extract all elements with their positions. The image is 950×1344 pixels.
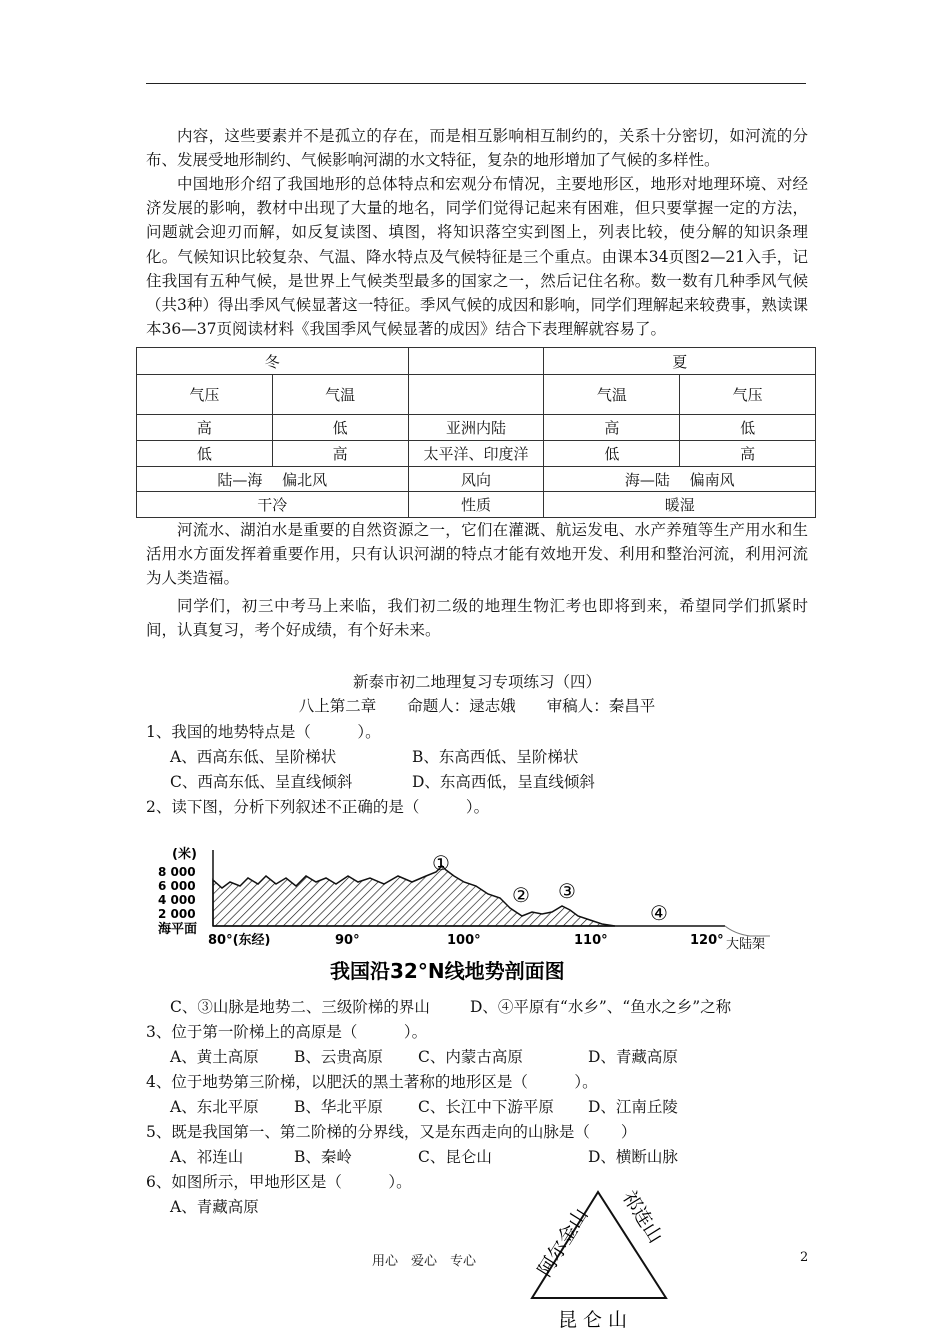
terrain-profile-figure — [150, 838, 790, 988]
paragraph-4: 同学们，初三中考马上来临，我们初二级的地理生物汇考也即将到来，希望同学们抓紧时间，认真复习，考个好成绩，有个好未来。 — [146, 597, 808, 640]
marker-2: ② — [512, 883, 530, 907]
q1-option-d: D、东高西低，呈直线倾斜 — [412, 773, 595, 791]
question-3: 3、位于第一阶梯上的高原是（ ）。 — [146, 1023, 428, 1041]
table-cell: 陆—海 偏北风 — [137, 467, 409, 492]
q5-option-b: B、秦岭 — [294, 1148, 352, 1166]
exercise-subtitle: 八上第二章 命题人：逯志娥 审稿人：秦昌平 — [298, 697, 656, 715]
q1-option-c: C、西高东低、呈直线倾斜 — [170, 773, 353, 791]
question-4: 4、位于地势第三阶梯，以肥沃的黑土著称的地形区是（ ）。 — [146, 1073, 598, 1091]
x-tick-label: 80°(东经) — [208, 933, 271, 948]
left-edge-label: 阿尔金山 — [533, 1204, 593, 1281]
bottom-edge-label: 昆仑山 — [558, 1309, 634, 1331]
y-tick-label: 8 000 — [158, 865, 196, 879]
table-cell: 气温 — [272, 375, 408, 415]
paragraph-2: 中国地形介绍了我国地形的总体特点和宏观分布情况，主要地形区，地形对地理环境、对经济发展的影响，教材中出现了大量的地名，同学们觉得记起来有困难，但只要掌握一定的方法，问题就会迎刃而解，如反复读图、填图，将知识落空实到图上，列表比较，使分解的知识条理化。气候知识比较复杂、气温、降水特点及气候特征是三个重点。由课本34页图2—21入手，记住我国有五种气候，是世界上气候类型最多的国家之一，然后记住名称。数一数有几种季风气候（共3种）得出季风气候显著这一特征。季风气候的成因和影响，同学们理解起来较费事，熟读课本36—37页阅读材料《我国季风气候显著的成因》结合下表理解就容易了。 — [146, 175, 808, 339]
q1-option-b: B、东高西低、呈阶梯状 — [412, 748, 579, 766]
y-tick-label: 6 000 — [158, 879, 196, 893]
table-cell: 风向 — [408, 467, 544, 492]
sea-level-label: 海平面 — [158, 922, 198, 937]
table-cell: 性质 — [408, 492, 544, 518]
question-6: 6、如图所示，甲地形区是（ ）。 — [146, 1173, 412, 1191]
page-number: 2 — [800, 1250, 809, 1265]
x-tick-label: 120° — [690, 933, 724, 948]
table-header-summer: 夏 — [544, 348, 816, 375]
q4-option-d: D、江南丘陵 — [588, 1098, 678, 1116]
y-tick-label: 4 000 — [158, 893, 196, 907]
table-cell: 海—陆 偏南风 — [544, 467, 816, 492]
q4-option-b: B、华北平原 — [294, 1098, 383, 1116]
right-edge-label: 祁连山 — [617, 1186, 667, 1248]
table-cell: 高 — [680, 441, 816, 467]
q1-option-a: A、西高东低、呈阶梯状 — [170, 748, 337, 766]
table-cell: 暖湿 — [544, 492, 816, 518]
x-tick-label: 90° — [335, 933, 360, 948]
table-header-blank — [408, 348, 544, 375]
terrain-area — [213, 866, 615, 926]
table-cell: 低 — [272, 415, 408, 441]
table-cell: 干冷 — [137, 492, 409, 518]
table-header-winter: 冬 — [137, 348, 409, 375]
q3-option-a: A、黄土高原 — [170, 1048, 259, 1066]
q5-option-c: C、昆仑山 — [418, 1148, 492, 1166]
q5-option-a: A、祁连山 — [170, 1148, 244, 1166]
footer-text: 用心 爱心 专心 — [372, 1254, 477, 1269]
q2-option-d: D、④平原有“水乡”、“鱼水之乡”之称 — [470, 998, 732, 1016]
paragraph-3: 河流水、湖泊水是重要的自然资源之一，它们在灌溉、航运发电、水产养殖等生产用水和生活用水方面发挥着重要作用，只有认识河湖的特点才能有效地开发、利用和整治河流，利用河流为人类造福。 — [146, 521, 808, 588]
q2-option-c: C、③山脉是地势二、三级阶梯的界山 — [170, 998, 430, 1016]
q4-option-c: C、长江中下游平原 — [418, 1098, 554, 1116]
mountain-triangle-figure — [520, 1180, 700, 1340]
table-cell: 低 — [544, 441, 680, 467]
table-cell: 气压 — [680, 375, 816, 415]
header-rule — [146, 83, 806, 84]
y-tick-label: 2 000 — [158, 907, 196, 921]
table-cell — [408, 375, 544, 415]
q3-option-b: B、云贵高原 — [294, 1048, 383, 1066]
q5-option-d: D、横断山脉 — [588, 1148, 678, 1166]
q4-option-a: A、东北平原 — [170, 1098, 259, 1116]
table-cell: 高 — [137, 415, 273, 441]
profile-caption: 我国沿32°N线地势剖面图 — [330, 959, 565, 983]
paragraph-1: 内容，这些要素并不是孤立的存在，而是相互影响相互制约的，关系十分密切，如河流的分布、发展受地形制约、气候影响河湖的水文特征，复杂的地形增加了气候的多样性。 — [146, 127, 808, 170]
q3-option-c: C、内蒙古高原 — [418, 1048, 523, 1066]
table-cell: 高 — [272, 441, 408, 467]
monsoon-table — [136, 347, 816, 518]
question-2: 2、读下图，分析下列叙述不正确的是（ ）。 — [146, 798, 490, 816]
q3-option-d: D、青藏高原 — [588, 1048, 678, 1066]
table-cell: 高 — [544, 415, 680, 441]
marker-3: ③ — [558, 879, 576, 903]
question-1: 1、我国的地势特点是（ ）。 — [146, 723, 381, 741]
table-cell: 亚洲内陆 — [408, 415, 544, 441]
shelf-slope — [725, 926, 770, 936]
q6-option-a: A、青藏高原 — [170, 1198, 259, 1216]
table-cell: 气温 — [544, 375, 680, 415]
table-cell: 太平洋、印度洋 — [408, 441, 544, 467]
table-cell: 低 — [137, 441, 273, 467]
x-tick-label: 110° — [574, 933, 608, 948]
table-cell: 低 — [680, 415, 816, 441]
x-tick-label: 100° — [447, 933, 481, 948]
question-5: 5、既是我国第一、第二阶梯的分界线，又是东西走向的山脉是（ ） — [146, 1123, 637, 1141]
table-cell: 气压 — [137, 375, 273, 415]
shelf-label: 大陆架 — [726, 937, 766, 952]
marker-1: ① — [432, 851, 450, 875]
unit-label: (米) — [172, 847, 197, 862]
marker-4: ④ — [650, 901, 668, 925]
exercise-title: 新泰市初二地理复习专项练习（四） — [352, 673, 601, 691]
